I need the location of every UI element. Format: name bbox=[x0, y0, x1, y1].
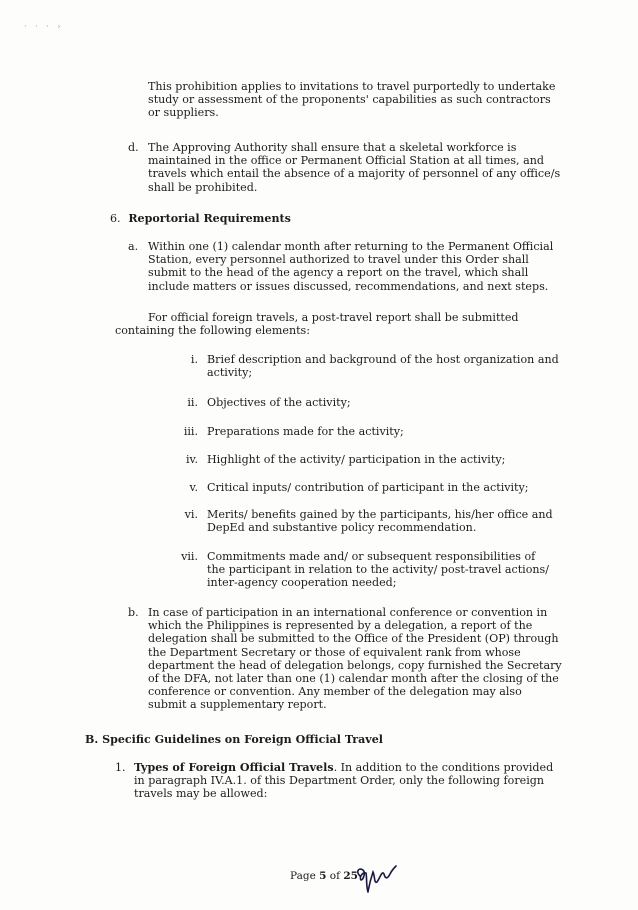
section-b-heading: B. Specific Guidelines on Foreign Official Travel bbox=[85, 733, 384, 746]
foreign-travel-paragraph bbox=[115, 311, 560, 337]
text-line: department the head of delegation belongs, copy furnished the Secretary bbox=[148, 658, 562, 672]
text-line: travels may be allowed: bbox=[134, 787, 268, 801]
text-line: study or assessment of the proponents' capabilities as such contractors bbox=[148, 93, 551, 107]
types-lead-bold: Types of Foreign Official Travels bbox=[134, 761, 334, 774]
text-line: DepEd and substantive policy recommendation. bbox=[207, 521, 477, 535]
text-line: Brief description and background of the host organization and bbox=[207, 353, 559, 366]
text-line: containing the following elements: bbox=[115, 324, 310, 338]
element-numeral: ii. bbox=[187, 396, 198, 409]
text-line: in paragraph IV.A.1. of this Department Order, only the following foreign bbox=[134, 774, 544, 788]
element-numeral: vii. bbox=[181, 550, 198, 563]
text-line: This prohibition applies to invitations to travel purportedly to undertake bbox=[148, 80, 556, 93]
section-number: 6. bbox=[110, 212, 121, 225]
text-line: For official foreign travels, a post-travel report shall be submitted bbox=[148, 311, 519, 324]
element-item bbox=[207, 425, 560, 438]
element-numeral: vi. bbox=[184, 508, 198, 521]
element-numeral: v. bbox=[189, 481, 198, 494]
element-item bbox=[207, 550, 560, 590]
page-footer bbox=[290, 870, 358, 883]
text-line: include matters or issues discussed, recommendations, and next steps. bbox=[148, 279, 549, 293]
text-line: Within one (1) calendar month after returning to the Permanent Official bbox=[148, 240, 554, 253]
text-line: maintained in the office or Permanent Official Station at all times, and bbox=[148, 154, 544, 168]
page-number: 5 bbox=[319, 870, 327, 882]
element-item bbox=[207, 453, 560, 466]
text-line: Merits/ benefits gained by the participants, his/her office and bbox=[207, 508, 553, 521]
text-line: Critical inputs/ contribution of participant in the activity; bbox=[207, 481, 529, 494]
element-item bbox=[207, 396, 560, 409]
text-line: In case of participation in an international conference or convention in bbox=[148, 606, 548, 619]
text-line: which the Philippines is represented by a delegation, a report of the bbox=[148, 619, 533, 633]
text-line: Preparations made for the activity; bbox=[207, 425, 404, 438]
types-lead-rest: . In addition to the conditions provided bbox=[333, 761, 554, 774]
text-line: submit a supplementary report. bbox=[148, 698, 327, 712]
text-line: Objectives of the activity; bbox=[207, 396, 351, 409]
page-total: 25 bbox=[343, 870, 358, 882]
text-line: Commitments made and/ or subsequent responsibilities of bbox=[207, 550, 536, 563]
footer-of: of bbox=[326, 870, 344, 882]
element-item bbox=[207, 353, 560, 379]
text-line: the Department Secretary or those of equivalent rank from whose bbox=[148, 645, 521, 659]
element-item bbox=[207, 508, 560, 534]
text-line: or suppliers. bbox=[148, 106, 219, 120]
item-b-label: b. bbox=[128, 606, 139, 619]
text-line: delegation shall be submitted to the Office of the President (OP) through bbox=[148, 632, 559, 646]
text-line bbox=[134, 761, 560, 774]
text-line: activity; bbox=[207, 366, 253, 380]
element-numeral: i. bbox=[190, 353, 198, 366]
item-1-paragraph bbox=[134, 761, 560, 801]
text-line: submit to the head of the agency a report on the travel, which shall bbox=[148, 266, 529, 280]
text-line: conference or convention. Any member of the delegation may also bbox=[148, 685, 522, 699]
handwritten-initials bbox=[354, 862, 414, 896]
item-1-label: 1. bbox=[115, 761, 126, 774]
text-line: travels which entail the absence of a majority of personnel of any office/s bbox=[148, 167, 561, 181]
text-line: the participant in relation to the activity/ post-travel actions/ bbox=[207, 563, 549, 577]
item-b-paragraph bbox=[148, 606, 560, 712]
page-corner-marks: · · · › bbox=[24, 22, 64, 31]
text-line: shall be prohibited. bbox=[148, 180, 258, 194]
text-line: The Approving Authority shall ensure that a skeletal workforce is bbox=[148, 141, 517, 154]
text-line: Station, every personnel authorized to travel under this Order shall bbox=[148, 253, 529, 267]
text-line: inter-agency cooperation needed; bbox=[207, 576, 397, 590]
element-numeral: iii. bbox=[183, 425, 198, 438]
section-title: Reportorial Requirements bbox=[128, 212, 291, 225]
prohibition-paragraph bbox=[148, 80, 560, 120]
footer-prefix: Page bbox=[290, 870, 320, 882]
element-item bbox=[207, 481, 560, 494]
section-6-heading bbox=[110, 212, 291, 225]
element-numeral: iv. bbox=[185, 453, 198, 466]
item-a-paragraph bbox=[148, 240, 560, 293]
item-d-paragraph bbox=[148, 141, 560, 194]
item-a-label: a. bbox=[128, 240, 139, 253]
text-line: of the DFA, not later than one (1) calendar month after the closing of the bbox=[148, 672, 559, 686]
item-d-label: d. bbox=[128, 141, 139, 154]
text-line: Highlight of the activity/ participation in the activity; bbox=[207, 453, 506, 466]
